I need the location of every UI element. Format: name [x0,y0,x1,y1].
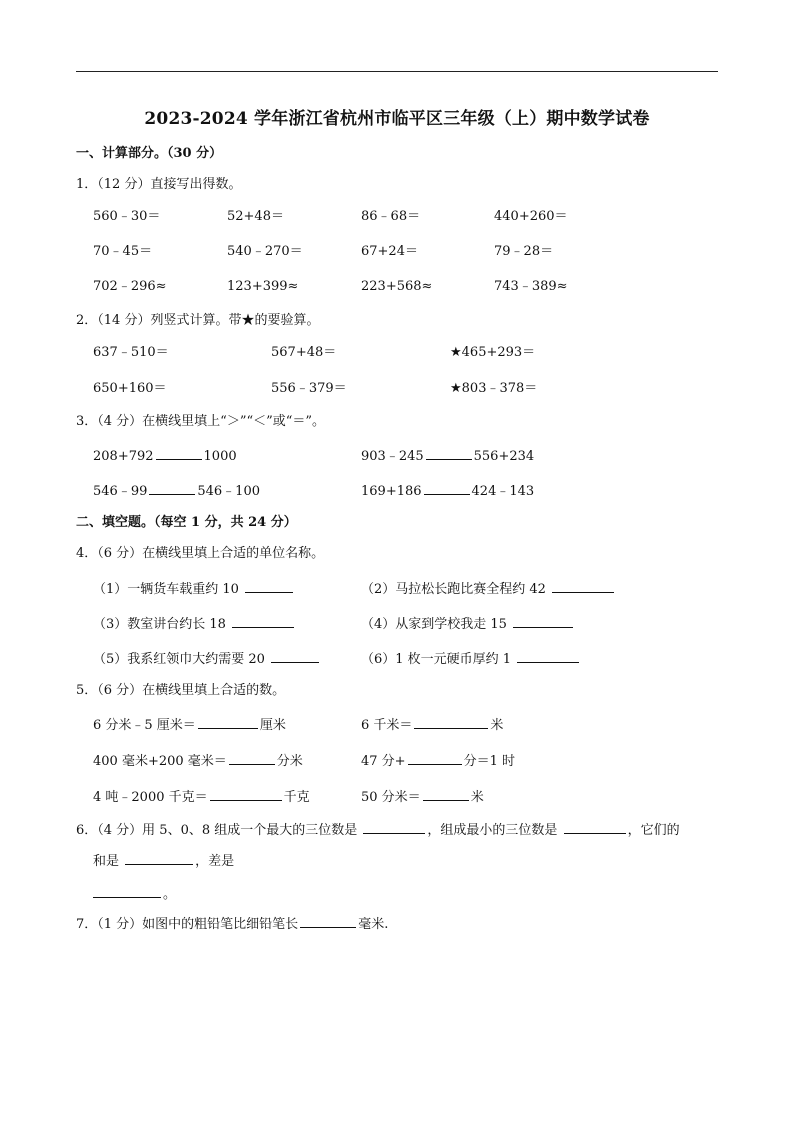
q1-item: 123+399≈ [227,279,299,294]
answer-blank[interactable] [517,650,579,663]
q1-item: 67+24＝ [361,244,418,259]
q2-item: ★803﹣378＝ [450,381,538,396]
answer-blank[interactable] [271,650,319,663]
question-5-stem: 5．（6 分）在横线里填上合适的数。 [76,683,286,698]
question-6-line-1: 6．（4 分）用 5、0、8 组成一个最大的三位数是 ，组成最小的三位数是 ，它们的 [76,823,680,838]
q4-item: （6）1 枚一元硬币厚约 1 [361,650,581,668]
q1-item: 52+48＝ [227,209,284,224]
q1-item: 560﹣30＝ [93,209,161,224]
q2-item: 556﹣379＝ [271,381,347,396]
answer-blank[interactable] [423,788,469,801]
q3-item: 903﹣245 556+234 [361,449,535,464]
q5-item: 6 分米﹣5 厘米＝ 厘米 [93,718,286,733]
q4-item: （3）教室讲台约长 18 [93,615,296,633]
q1-item: 440+260＝ [494,209,568,224]
q3-item: 208+792 1000 [93,449,237,464]
answer-blank[interactable] [564,821,626,834]
header-rule [76,71,718,72]
answer-blank[interactable] [408,752,462,765]
q4-item: （1）一辆货车载重约 10 [93,580,295,598]
answer-blank[interactable] [513,615,573,628]
question-6-line-3: 。 [93,885,176,903]
q5-item: 4 吨﹣2000 千克＝ 千克 [93,790,310,805]
q5-item: 400 毫米+200 毫米＝ 分米 [93,754,303,769]
q4-item: （4）从家到学校我走 15 [361,615,575,633]
question-3-stem: 3．（4 分）在横线里填上“＞”“＜”或“＝”。 [76,414,326,429]
q1-item: 540﹣270＝ [227,244,303,259]
q5-item: 47 分+ 分＝1 时 [361,754,515,769]
q3-item: 546﹣99 546﹣100 [93,484,260,499]
answer-blank[interactable] [414,716,488,729]
answer-blank[interactable] [363,821,425,834]
q1-item: 702﹣296≈ [93,279,167,294]
q4-item: （5）我系红领巾大约需要 20 [93,650,321,668]
q4-item: （2）马拉松长跑比赛全程约 42 [361,580,616,598]
answer-blank[interactable] [149,482,195,495]
q5-item: 6 千米＝ 米 [361,718,504,733]
q1-item: 79﹣28＝ [494,244,554,259]
question-1-stem: 1．（12 分）直接写出得数。 [76,177,242,192]
q1-item: 86﹣68＝ [361,209,421,224]
answer-blank[interactable] [424,482,470,495]
question-7: 7．（1 分）如图中的粗铅笔比细铅笔长 毫米. [76,917,389,932]
page-title: 2023-2024 学年浙江省杭州市临平区三年级（上）期中数学试卷 [144,109,650,129]
answer-blank[interactable] [552,580,614,593]
answer-blank[interactable] [300,915,356,928]
q2-item: 637﹣510＝ [93,345,169,360]
question-2-stem: 2．（14 分）列竖式计算。带★的要验算。 [76,313,320,328]
q2-item: 567+48＝ [271,345,337,360]
q2-item: ★465+293＝ [450,345,536,360]
q1-item: 223+568≈ [361,279,433,294]
section-heading-1: 一、计算部分。（30 分） [76,146,223,161]
question-4-stem: 4．（6 分）在横线里填上合适的单位名称。 [76,546,325,561]
q1-item: 70﹣45＝ [93,244,153,259]
q5-item: 50 分米＝ 米 [361,790,484,805]
answer-blank[interactable] [245,580,293,593]
q2-item: 650+160＝ [93,381,167,396]
section-heading-2: 二、填空题。（每空 1 分，共 24 分） [76,515,297,530]
question-6-line-2: 和是 ，差是 [93,854,235,869]
q3-item: 169+186 424﹣143 [361,484,535,499]
answer-blank[interactable] [232,615,294,628]
q1-item: 743﹣389≈ [494,279,568,294]
answer-blank[interactable] [93,885,161,898]
answer-blank[interactable] [156,447,202,460]
answer-blank[interactable] [210,788,282,801]
answer-blank[interactable] [198,716,258,729]
answer-blank[interactable] [125,852,193,865]
answer-blank[interactable] [229,752,275,765]
answer-blank[interactable] [426,447,472,460]
